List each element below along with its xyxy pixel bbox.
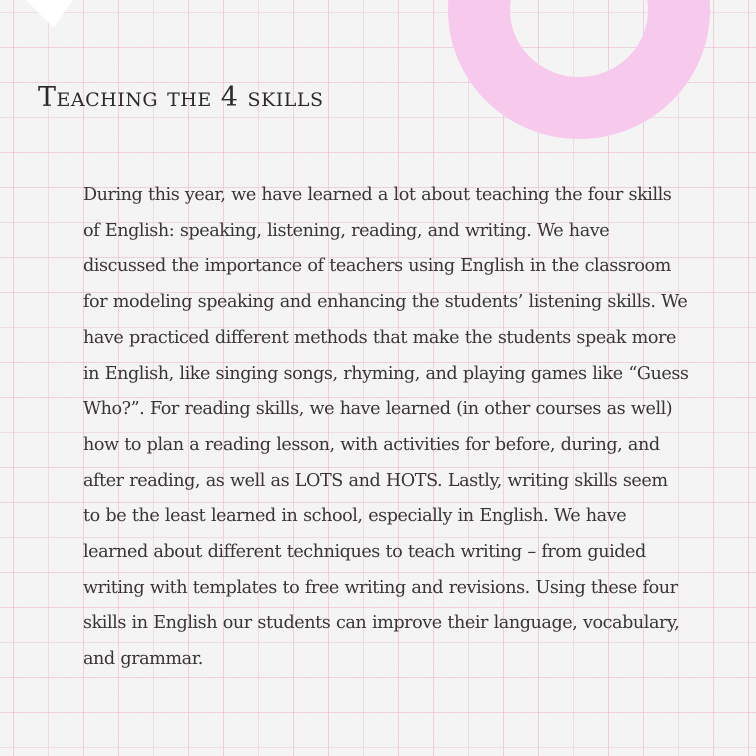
decorative-triangle — [10, 0, 80, 36]
body-paragraph: During this year, we have learned a lot about teaching the four skills of English: speaking, listening, reading, and writing. We have discussed the importance of teachers using English in the classroom for modeling speaking and enhancing the students’ listening skills. We have practiced different methods that make the students speak more in English, like singing songs, rhyming, and playing games like “Guess Who?”. For reading skills, we have learned (in other courses as well) how to plan a reading lesson, with activities for before, during, and after reading, as well as LOTS and HOTS. Lastly, writing skills seem to be the least learned in school, especially in English. We have learned about different techniques to teach writing – from guided writing with templates to free writing and revisions. Using these four skills in English our students can improve their language, vocabulary, and grammar. — [83, 185, 689, 670]
slide-title: Teaching the 4 skills — [38, 82, 324, 113]
decorative-ring — [447, 0, 712, 140]
